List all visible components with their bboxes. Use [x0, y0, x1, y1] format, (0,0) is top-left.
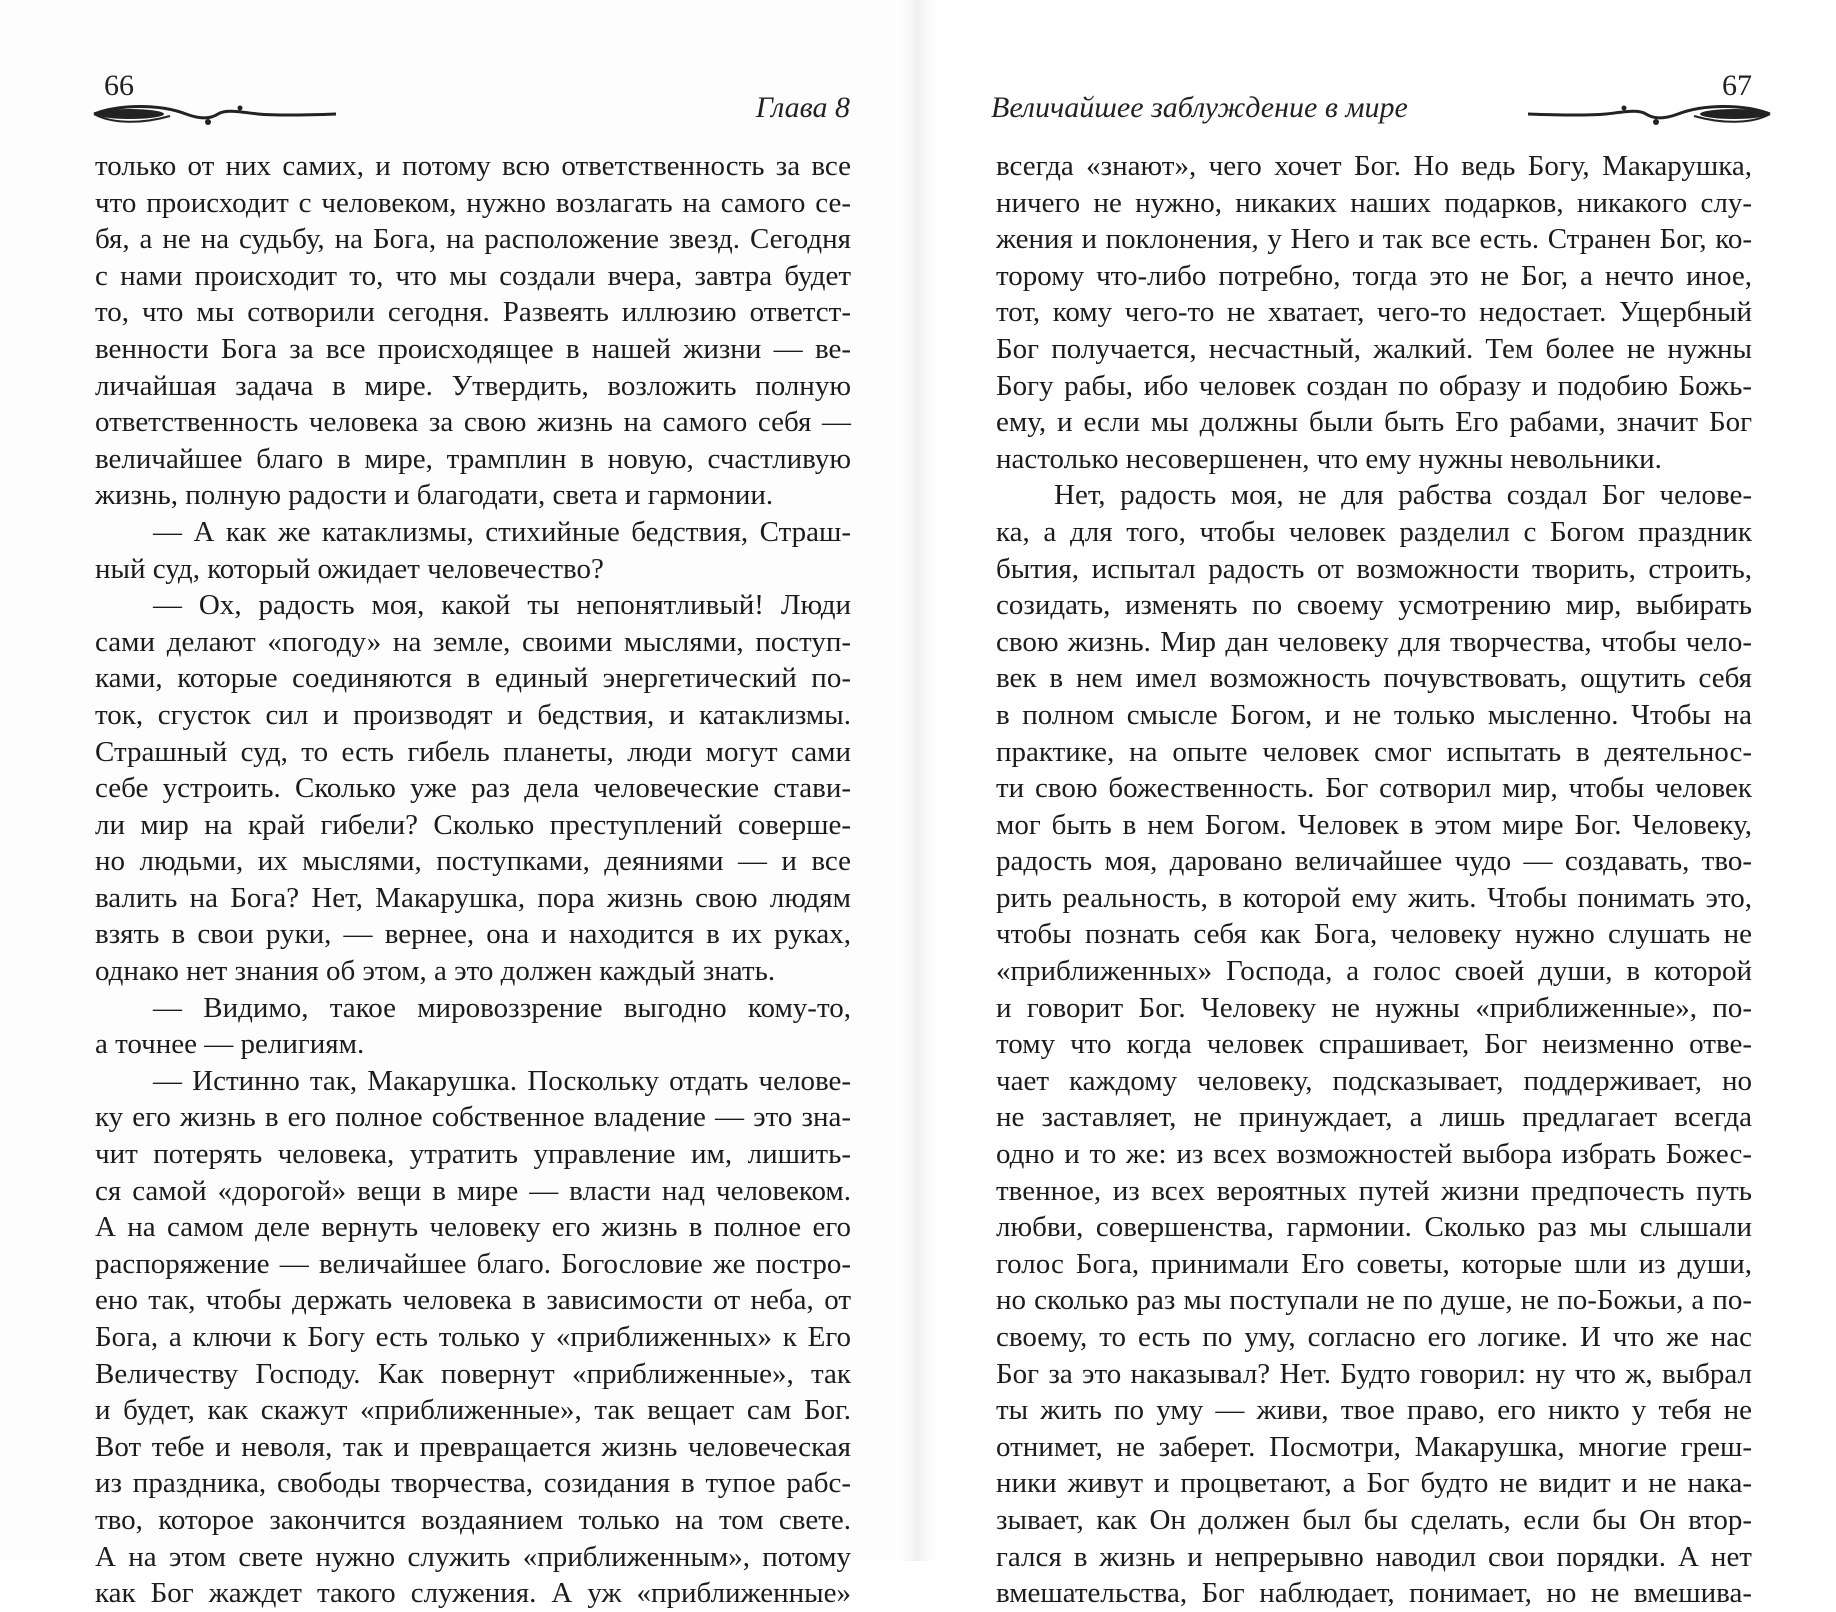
text-line: зывает, как Он должен был бы сделать, если бы Он втор-: [996, 1503, 1752, 1536]
right-running-title: Величайшее заблуждение в мире: [991, 91, 1408, 124]
left-page: [0, 0, 918, 1610]
text-line: вмешательства, Бог наблюдает, понимает, но не вмешива-: [996, 1577, 1752, 1610]
text-line: ный суд, который ожидает человечество?: [95, 552, 604, 585]
text-line: Вот тебе и неволя, так и превращается жизнь человеческая: [95, 1430, 851, 1463]
text-line: мог быть в нем Богом. Человек в этом мире Бог. Человеку,: [996, 808, 1752, 841]
text-line: твенное, из всех вероятных путей жизни предпочесть путь: [996, 1174, 1752, 1207]
text-line: однако нет знания об этом, а это должен каждый знать.: [95, 955, 776, 988]
text-line: отнимет, не заберет. Посмотри, Макарушка, многие греш-: [996, 1430, 1752, 1463]
text-line: а точнее — религиям.: [95, 1028, 365, 1061]
text-line: ники живут и процветают, а Бог будто не видит и не нака-: [996, 1467, 1752, 1500]
text-line: как Бог жаждет такого служения. А уж «приближенные»: [95, 1577, 851, 1610]
text-line: торому что-либо потребно, тогда это не Бог, а нечто иное,: [996, 259, 1752, 292]
right-page-number: 67: [1722, 69, 1752, 102]
text-line: — А как же катаклизмы, стихийные бедствия, Страш-: [153, 515, 851, 548]
text-line: бя, а не на судьбу, на Бога, на расположение звезд. Сегодня: [95, 223, 851, 256]
text-line: величайшее благо в мире, трамплин в новую, счастливую: [95, 442, 851, 475]
text-line: ку его жизнь в его полное собственное владение — это зна-: [95, 1101, 851, 1134]
text-line: всегда «знают», чего хочет Бог. Но ведь Богу, Макарушка,: [996, 150, 1752, 182]
text-line: век в нем имел возможность почувствовать, ощутить себя: [996, 662, 1752, 695]
text-line: но сколько раз мы поступали не по душе, не по-Божьи, а по-: [996, 1284, 1752, 1317]
text-line: тому что когда человек спрашивает, Бог неизменно отве-: [996, 1028, 1752, 1061]
text-line: только от них самих, и потому всю ответственность за все: [95, 150, 851, 182]
text-line: Бог получается, несчастный, жалкий. Тем более не нужны: [996, 332, 1752, 365]
text-line: то, что мы сотворили сегодня. Развеять иллюзию ответст-: [95, 296, 851, 329]
text-line: взять в свои руки, — вернее, она и находится в их руках,: [95, 918, 851, 951]
text-line: жения и поклонения, у Него и так все есть. Странен Бог, ко-: [996, 223, 1752, 256]
text-line: венности Бога за все происходящее в нашей жизни — ве-: [95, 332, 851, 365]
left-flourish-ornament: [90, 100, 340, 128]
text-line: голос Бога, принимали Его советы, которые шли из души,: [996, 1247, 1752, 1280]
text-line: жизнь, полную радости и благодати, света и гармонии.: [95, 479, 774, 512]
right-page-body: [996, 148, 1752, 1612]
text-line: свою жизнь. Мир дан человеку для творчества, чтобы чело-: [996, 625, 1752, 658]
text-line: «приближенных» Господа, а голос своей души, в которой: [996, 955, 1752, 988]
text-line: созидать, изменять по своему усмотрению мир, выбирать: [996, 589, 1752, 622]
text-line: Страшный суд, то есть гибель планеты, люди могут сами: [95, 735, 851, 768]
text-line: ено так, чтобы держать человека в зависимости от неба, от: [95, 1284, 851, 1317]
left-page-body: [95, 148, 851, 1612]
text-line: радость моя, даровано величайшее чудо — создавать, тво-: [996, 845, 1752, 878]
text-line: чает каждому человеку, подсказывает, поддерживает, но: [996, 1064, 1752, 1097]
text-line: — Истинно так, Макарушка. Поскольку отдать челове-: [153, 1064, 851, 1097]
left-running-title: Глава 8: [755, 91, 850, 124]
text-line: А на этом свете нужно служить «приближенным», потому: [95, 1540, 851, 1573]
text-line: настолько несовершенен, что ему нужны невольники.: [996, 442, 1662, 475]
text-line: и будет, как скажут «приближенные», так вещает сам Бог.: [95, 1394, 851, 1427]
text-line: ся самой «дорогой» вещи в мире — власти над человеком.: [95, 1174, 851, 1207]
text-line: — Видимо, такое мировоззрение выгодно кому-то,: [153, 991, 851, 1024]
book-gutter: [900, 0, 936, 1561]
text-line: Богу рабы, ибо человек создан по образу и подобию Божь-: [996, 369, 1752, 402]
text-line: чтобы познать себя как Бога, человеку нужно слушать не: [996, 918, 1752, 951]
text-line: Нет, радость моя, не для рабства создал Бог челове-: [1054, 479, 1752, 512]
text-line: в полном смысле Богом, и не только мысленно. Чтобы на: [996, 698, 1752, 731]
text-line: чит потерять человека, утратить управление им, лишить-: [95, 1138, 851, 1171]
text-line: практике, на опыте человек смог испытать в деятельнос-: [996, 735, 1752, 768]
text-line: сами делают «погоду» на земле, своими мыслями, поступ-: [95, 625, 851, 658]
text-line: с нами происходит то, что мы создали вчера, завтра будет: [95, 259, 851, 292]
text-line: что происходит с человеком, нужно возлагать на самого се-: [95, 186, 851, 219]
text-line: распоряжение — величайшее благо. Богословие же постро-: [95, 1247, 851, 1280]
text-line: Величеству Господу. Как повернут «приближенные», так: [95, 1357, 851, 1390]
text-line: своему, то есть по уму, согласно его логике. И что же нас: [996, 1321, 1752, 1353]
text-line: ему, и если мы должны были быть Его рабами, значит Бог: [996, 406, 1752, 439]
left-page-number: 66: [104, 69, 134, 102]
text-line: ка, а для того, чтобы человек разделил с Богом праздник: [996, 515, 1752, 548]
text-line: ти свою божественность. Бог сотворил мир, чтобы человек: [996, 772, 1752, 805]
text-line: ли мир на край гибели? Сколько преступлений соверше-: [95, 808, 851, 841]
text-line: — Ох, радость моя, какой ты непонятливый! Люди: [153, 589, 851, 622]
text-line: из праздника, свободы творчества, созидания в тупое рабс-: [95, 1467, 851, 1500]
right-page: [918, 0, 1836, 1610]
text-line: Бог за это наказывал? Нет. Будто говорил: ну что ж, выбрал: [996, 1357, 1752, 1390]
text-line: ничего не нужно, никаких наших подарков, никакого слу-: [996, 186, 1752, 219]
text-line: тот, кому чего-то не хватает, чего-то недостает. Ущербный: [996, 296, 1752, 329]
text-line: одно и то же: из всех возможностей выбора избрать Божес-: [996, 1138, 1752, 1171]
text-line: рить реальность, в которой ему жить. Чтобы понимать это,: [996, 881, 1752, 914]
text-line: ты жить по уму — живи, твое право, его никто у тебя не: [996, 1394, 1752, 1427]
text-line: ток, сгусток сил и производят и бедствия, и катаклизмы.: [95, 698, 851, 731]
text-line: ответственность человека за свою жизнь на самого себя —: [95, 406, 851, 439]
text-line: не заставляет, не принуждает, а лишь предлагает всегда: [996, 1101, 1752, 1134]
text-line: но людьми, их мыслями, поступками, деяниями — и все: [95, 845, 851, 878]
text-line: бытия, испытал радость от возможности творить, строить,: [996, 552, 1752, 585]
text-line: личайшая задача в мире. Утвердить, возложить полную: [95, 369, 851, 402]
text-line: любви, совершенства, гармонии. Сколько раз мы слышали: [996, 1211, 1752, 1244]
text-line: валить на Бога? Нет, Макарушка, пора жизнь свою людям: [95, 881, 851, 914]
text-line: А на самом деле вернуть человеку его жизнь в полное его: [95, 1211, 851, 1244]
right-flourish-ornament: [1524, 100, 1774, 128]
text-line: себе устроить. Сколько уже раз дела человеческие стави-: [95, 772, 851, 805]
text-line: и говорит Бог. Человеку не нужны «приближенные», по-: [996, 991, 1752, 1024]
text-line: гался в жизнь и непрерывно наводил свои порядки. А нет: [996, 1540, 1752, 1573]
text-line: ками, которые соединяются в единый энергетический по-: [95, 662, 851, 695]
text-line: Бога, а ключи к Богу есть только у «приближенных» к Его: [95, 1321, 851, 1353]
text-line: тво, которое закончится воздаянием только на том свете.: [95, 1503, 851, 1536]
